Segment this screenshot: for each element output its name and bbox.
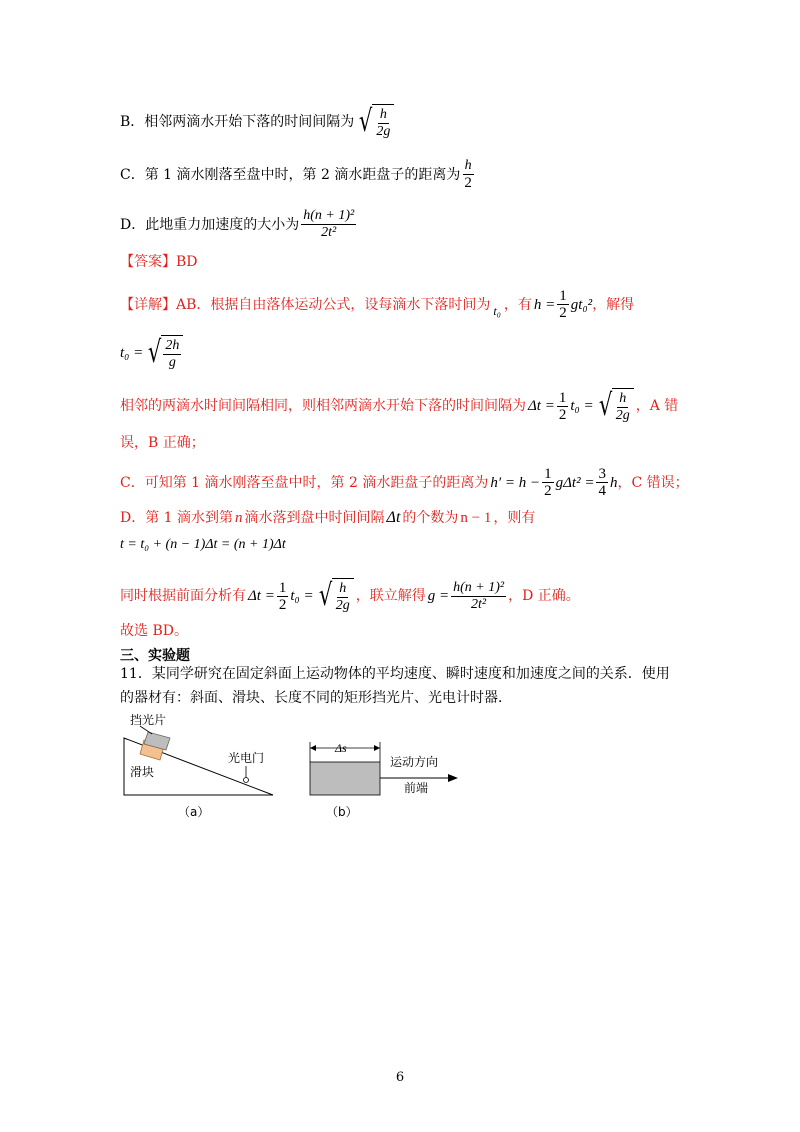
caption-a: （a） [178,805,210,819]
q11-line-1: 11．某同学研究在固定斜面上运动物体的平均速度、瞬时速度和加速度之间的关系．使用 [120,666,670,682]
option-d-text: D．此地重力加速度的大小为 [120,216,300,233]
label-front: 前端 [404,781,429,795]
detail-line-4: 误，B 正确； [120,435,205,451]
caption-b: （b） [326,805,358,819]
detail-line-9: 故选 BD。 [120,623,188,639]
option-c [120,158,476,191]
label-gate: 光电门 [228,751,265,765]
section-title: 三、实验题 [120,648,190,664]
detail-line-5: C．可知第 1 滴水刚落至盘中时，第 2 滴水距盘子的距离为 h′ = h − $\frac{1}{2}$ gΔt² = $\frac{3}{4}$ h ，C 错误； [120,466,689,499]
gate-icon [244,778,249,783]
fraction: $\frac{\text{h(n + 1)²}}{\text{2t²}}$ [303,208,355,240]
option-d [120,208,358,241]
option-b-text: B．相邻两滴水开始下落的时间间隔为 [120,114,355,130]
shade-rectangle [310,762,380,795]
label-ds: Δs [335,741,347,755]
option-b [120,104,396,140]
q11-line-2: 的器材有：斜面、滑块、长度不同的矩形挡光片、光电计时器． [120,690,512,706]
fraction: $\frac{h}{2}$ [464,158,472,191]
answer-text: 【答案】BD [120,254,198,270]
option-c-text: C．第 1 滴水刚落至盘中时，第 2 滴水距盘子的距离为 [120,166,461,183]
detail-line-8: 同时根据前面分析有 Δt = $\frac{1}{2}$ t₀ = √ $\frac{h}{2g}$ ，联立解得 g = $\frac{\text{h(n + 1)²}}{\text{2t²}}$ ，D 正确。 [120,578,580,613]
arrow-right-icon [448,774,458,782]
experiment-figure [118,710,478,830]
detail-line-1: 【详解】AB．根据自由落体运动公式，设每滴水下落时间为 t₀ ，有 h = $\frac{1}{2}$ gt₀² ，解得 [120,288,635,321]
answer [120,252,198,272]
detail-line-7: t = t₀ + (n − 1)Δt = (n + 1)Δt [120,537,286,552]
page-number: 6 [395,1070,405,1085]
detail-line-3: 相邻的两滴水时间间隔相同，则相邻两滴水开始下落的时间间隔为 Δt = $\frac{1}{2}$ t₀ = √ $\frac{h}{2g}$ ，A 错 [120,388,679,423]
detail-line-2: t₀ = √ $\frac{2h}{g}$ [120,335,185,371]
label-slider: 滑块 [130,765,155,779]
label-direction: 运动方向 [390,755,439,769]
detail-line-6: D．第 1 滴水到第 n 滴水落到盘中时间间隔 Δt 的个数为 n − 1 ，则有 [120,509,536,526]
sqrt-formula: √ $\frac{h}{2g}$ [356,104,394,140]
label-shade: 挡光片 [130,713,167,727]
